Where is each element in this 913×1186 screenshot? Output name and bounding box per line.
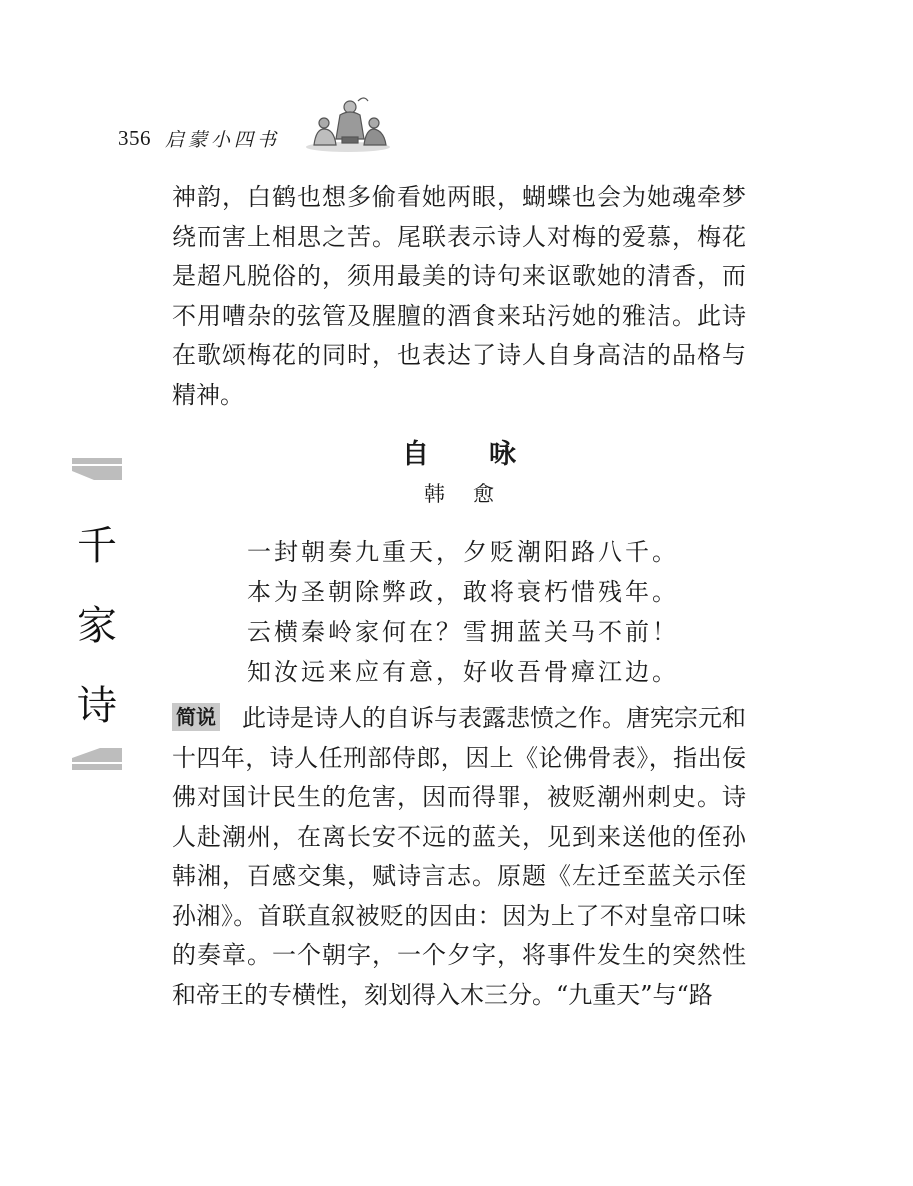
poem-title: 自咏 (402, 439, 576, 470)
book-title: 启蒙小四书 (165, 128, 281, 151)
poem-line: 本为圣朝除弊政，敢将衰朽惜残年。 (247, 578, 679, 606)
poem-line: 一封朝奏九重天，夕贬潮阳路八千。 (247, 538, 679, 566)
side-label-char: 千 (77, 523, 117, 569)
side-label (72, 458, 122, 770)
commentary-text: 此诗是诗人的自诉与表露悲愤之作。唐宪宗元和十四年，诗人任刑部侍郎，因上《论佛骨表》，指出佞佛对国计民生的危害，因而得罪，被贬潮州刺史。诗人赴潮州，在离长安不远的蓝关，见到来送他的侄孙韩湘，百感交集，赋诗言志。原题《左迁至蓝关示侄孙湘》。首联直叙被贬的因由：因为上了不对皇帝口味的奏章。一个朝字，一个夕字，将事件发生的突然性和帝王的专横性，刻划得入木三分。“九重天”与“路 (172, 704, 746, 1009)
side-label-char: 诗 (77, 683, 117, 729)
intro-paragraph: 神韵，白鹤也想多偷看她两眼，蝴蝶也会为她魂牵梦绕而害上相思之苦。尾联表示诗人对梅的爱慕，梅花是超凡脱俗的，须用最美的诗句来讴歌她的清香，而不用嘈杂的弦管及腥膻的酒食来玷污她的雅洁。此诗在歌颂梅花的同时，也表达了诗人自身高洁的品格与精神。 (172, 183, 746, 409)
bracket-bottom-icon (72, 746, 122, 770)
poem-line: 知汝远来应有意，好收吾骨瘴江边。 (247, 658, 679, 686)
side-label-char: 家 (77, 603, 117, 649)
bracket-top-icon (72, 458, 122, 482)
commentary-paragraph (172, 699, 746, 1015)
commentary-badge: 简说 (172, 703, 220, 731)
scholars-illustration-icon (302, 93, 394, 153)
page-number: 356 (118, 125, 151, 150)
poem-author: 韩愈 (424, 482, 522, 506)
poem-line: 云横秦岭家何在？雪拥蓝关马不前！ (247, 618, 679, 646)
side-label-chars (72, 506, 122, 746)
page-header (118, 118, 394, 158)
poem-lines (247, 532, 679, 692)
